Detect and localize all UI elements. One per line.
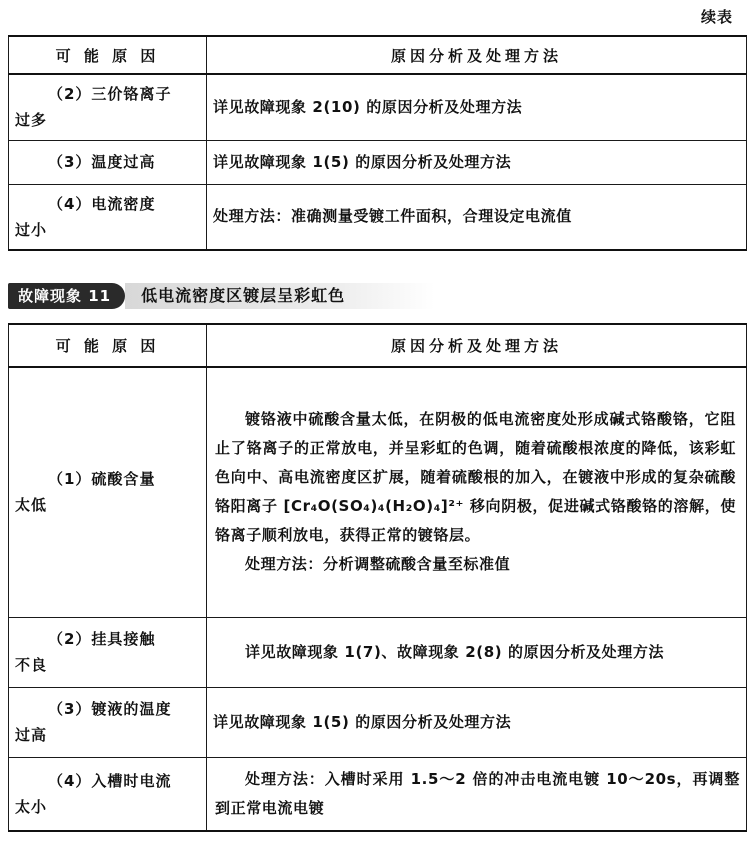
cause-cell: （2）三价铬离子 过多 — [9, 74, 207, 140]
table-row — [9, 140, 747, 184]
cause-cell: （3）温度过高 — [9, 140, 207, 184]
table-row — [9, 617, 747, 687]
analysis-cell: 处理方法：准确测量受镀工件面积，合理设定电流值 — [207, 184, 747, 250]
section-heading — [8, 282, 435, 310]
table-row — [9, 184, 747, 250]
cause-cell: （1）硫酸含量 太低 — [9, 367, 207, 617]
method-label: 处理方法： — [245, 555, 324, 574]
header-analysis: 原因分析及处理方法 — [207, 324, 747, 367]
analysis-paragraph: 镀铬液中硫酸含量太低，在阴极的低电流密度处形成碱式铬酸铬，它阻止了铬离子的正常放电，并呈彩虹的色调，随着硫酸根浓度的降低，该彩虹色向中、高电流密度区扩展，随着硫酸根的加入，在镀液中形成的复杂硫酸铬阳离子 [Cr₄O(SO₄)₄(H₂O)₄]²⁺ 移向阴极，促进碱式铬酸铬的溶解，使铬离子顺利放电，获得正常的镀铬层。 — [215, 410, 737, 545]
table-row — [9, 74, 747, 140]
cause-cell: （3）镀液的温度 过高 — [9, 687, 207, 757]
continued-label: 续表 — [700, 8, 733, 26]
table-header-row — [9, 324, 747, 367]
analysis-cell: 详见故障现象 1(5) 的原因分析及处理方法 — [207, 140, 747, 184]
fault-title: 低电流密度区镀层呈彩虹色 — [125, 283, 435, 309]
table-row — [9, 687, 747, 757]
analysis-cell: 详见故障现象 1(7)、故障现象 2(8) 的原因分析及处理方法 — [207, 617, 747, 687]
analysis-cell: 详见故障现象 2(10) 的原因分析及处理方法 — [207, 74, 747, 140]
sulfate-complex-formula: [Cr₄O(SO₄)₄(H₂O)₄]²⁺ — [283, 497, 465, 516]
fault-number-tag: 故障现象 11 — [8, 283, 125, 309]
method-paragraph: 处理方法：分析调整硫酸含量至标准值 — [245, 555, 511, 574]
analysis-cell: 处理方法：入槽时采用 1.5～2 倍的冲击电流电镀 10～20s，再调整到正常电流电镀 — [207, 757, 747, 831]
header-analysis: 原因分析及处理方法 — [207, 36, 747, 74]
fault-11-cause-table — [8, 323, 747, 832]
method-label: 处理方法： — [245, 769, 325, 788]
analysis-cell: 详见故障现象 1(5) 的原因分析及处理方法 — [207, 687, 747, 757]
analysis-cell — [207, 367, 747, 617]
table-header-row — [9, 36, 747, 74]
method-label: 处理方法： — [213, 207, 292, 226]
cause-cell: （4）入槽时电流 太小 — [9, 757, 207, 831]
table-row — [9, 757, 747, 831]
cause-cell: （2）挂具接触 不良 — [9, 617, 207, 687]
header-cause: 可 能 原 因 — [9, 324, 207, 367]
continued-cause-table — [8, 35, 747, 251]
cause-cell: （4）电流密度 过小 — [9, 184, 207, 250]
table-row — [9, 367, 747, 617]
header-cause: 可 能 原 因 — [9, 36, 207, 74]
